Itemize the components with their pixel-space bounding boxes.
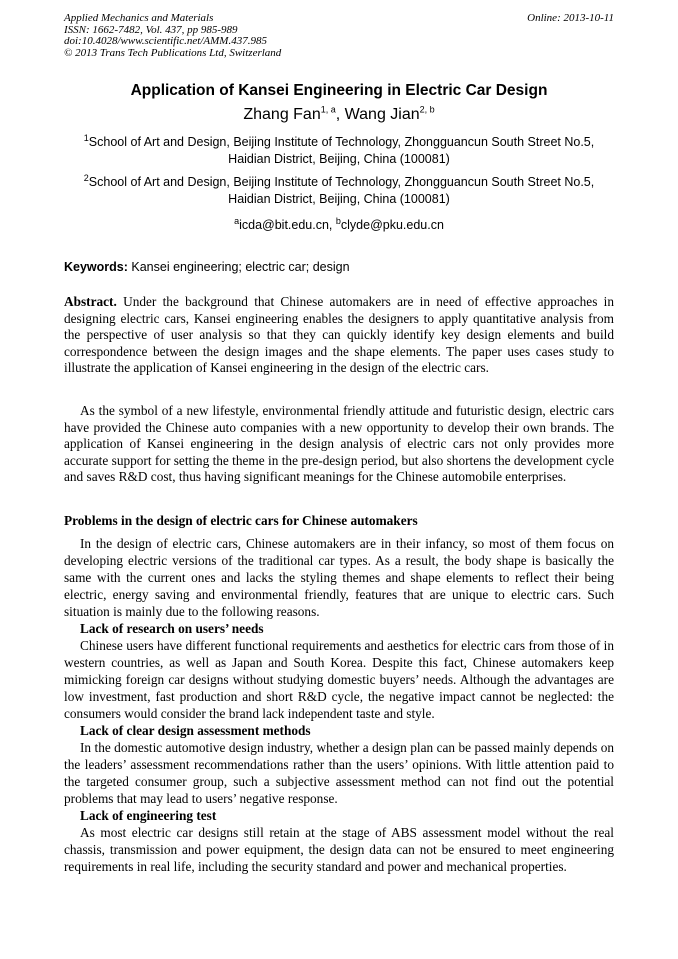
abstract (64, 294, 614, 377)
paper-title: Application of Kansei Engineering in Electric Car Design (130, 82, 548, 99)
keywords-label: Keywords: (64, 260, 128, 274)
affiliation-sup: 1 (83, 132, 89, 143)
intro-text: As the symbol of a new lifestyle, environmental friendly attitude and futuristic design, electric cars have provided the Chinese auto companies with a new opportunity to develop their own brands. The application of Kansei engineering in the design analysis of electric cars not only provides more accurate support for setting the theme in the pre-design period, but also shortens the development cycle and saves R&D cost, thus having significant meanings for the Chinese automobile enterprises. (64, 403, 614, 485)
affiliation-line: School of Art and Design, Beijing Institute of Technology, Zhongguancun South Street No.5, (88, 135, 595, 149)
journal-header (64, 13, 281, 59)
abstract-text: Under the background that Chinese automakers are in need of effective approaches in designing electric cars, Kansei engineering enables the designers to apply quantitative analysis from the perspective of user analysis so that they can quickly identify key design elements and build correspondence between the design images and the shape elements. The paper uses cases study to illustrate the application of Kansei engineering in the design of the electric cars. (64, 294, 614, 376)
email-sup: b (335, 215, 341, 226)
affiliation-sup: 2 (83, 172, 89, 183)
subsection-paragraph: Chinese users have different functional requirements and aesthetics for electric cars from those of in western countries, as well as Japan and South Korea. Despite this fact, Chinese automakers keep mimicking foreign car designs without studying domestic buyers’ needs. Although the advantages are low investment, fast production and short R&D cycle, the negative impact cannot be neglected: the consumers would consider the brand lack independent taste and style. (64, 638, 614, 721)
subsection-heading: Lack of research on users’ needs (80, 621, 264, 636)
section-paragraph: In the design of electric cars, Chinese automakers are in their infancy, so most of them focus on developing electric versions of the traditional car types. As a result, the body shape is basically the same with the current ones and lacks the styling themes and shape elements to reflect their being electric, energy saving and environmental friendly, features that are unique to electric cars. Such situation is mainly due to the following reasons. (64, 536, 614, 619)
email-sup: a (234, 215, 240, 226)
subsection-paragraph: In the domestic automotive design industry, whether a design plan can be passed mainly depends on the leaders’ assessment recommendations rather than the users’ opinions. With little attention paid to the targeted consumer group, such a subjective assessment method can not find out the potential problems that may lead to users’ negative response. (64, 740, 614, 806)
affiliation-line: Haidian District, Beijing, China (100081) (228, 152, 450, 166)
affiliation-line: School of Art and Design, Beijing Institute of Technology, Zhongguancun South Street No.5, (88, 175, 595, 189)
emails (0, 217, 678, 234)
subsection-heading: Lack of clear design assessment methods (80, 723, 311, 738)
subsection-heading: Lack of engineering test (80, 808, 217, 823)
author-sup: 1, a (320, 104, 336, 115)
author-name: Wang Jian (344, 106, 420, 123)
email-b: clyde@pku.edu.cn (340, 218, 444, 232)
keywords (64, 260, 350, 274)
section (64, 512, 614, 875)
intro-paragraph (64, 403, 614, 486)
abstract-label: Abstract. (64, 294, 117, 309)
section-heading: Problems in the design of electric cars for Chinese automakers (64, 513, 418, 528)
author-separator: , (335, 106, 345, 123)
journal-name: Applied Mechanics and Materials (64, 12, 214, 24)
email-a: icda@bit.edu.cn, (239, 218, 336, 232)
affiliation-1 (0, 134, 678, 168)
affiliation-line: Haidian District, Beijing, China (100081) (228, 192, 450, 206)
copyright: © 2013 Trans Tech Publications Ltd, Switzerland (64, 46, 282, 59)
online-date: Online: 2013-10-11 (527, 12, 614, 24)
subsection-paragraph: As most electric car designs still retain at the stage of ABS assessment model without the real chassis, transmission and power equipment, the design data can not be ensured to meet engineering requirements in real life, including the security standard and power and mechanical properties. (64, 825, 614, 874)
author-sup: 2, b (419, 104, 435, 115)
affiliation-2 (0, 174, 678, 208)
doi: doi:10.4028/www.scientific.net/AMM.437.985 (64, 35, 267, 47)
author-name: Zhang Fan (243, 106, 321, 123)
keywords-text: Kansei engineering; electric car; design (127, 260, 350, 274)
authors (0, 106, 678, 124)
issn: ISSN: 1662-7482, Vol. 437, pp 985-989 (64, 23, 238, 36)
